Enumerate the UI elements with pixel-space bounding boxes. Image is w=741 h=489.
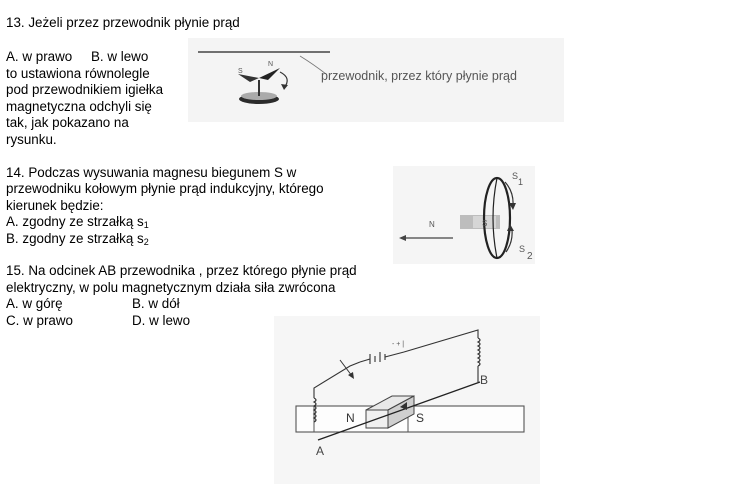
q14-line: przewodniku kołowym płynie prąd indukcyjny, którego [6, 181, 324, 196]
q13-body-line: to ustawiona równolegle [6, 66, 150, 81]
s1-sub: 1 [518, 177, 524, 187]
conductor-caption: przewodnik, przez który płynie prąd [321, 69, 517, 83]
pole-s-label: S [416, 411, 425, 425]
q13-title: 13. Jeżeli przez przewodnik płynie prąd [6, 15, 240, 30]
q15-line: elektryczny, w polu magnetycznym działa siła zwrócona [6, 280, 336, 295]
q14-option-a-sub: 1 [143, 220, 149, 230]
pole-s-label: S [482, 219, 488, 228]
q13-figure [188, 38, 564, 122]
q13-body-line: rysunku. [6, 132, 57, 147]
q15-line: 15. Na odcinek AB przewodnika , przez którego płynie prąd [6, 263, 357, 278]
q14-option-b-sub: 2 [143, 237, 149, 247]
point-a-label: A [316, 444, 325, 458]
q14-option-b [6, 231, 149, 248]
q14-line: 14. Podczas wysuwania magnesu biegunem S w [6, 165, 297, 180]
q15-option-d: D. w lewo [132, 313, 191, 328]
q13-body-line: magnetyczna odchyli się [6, 99, 152, 114]
s2-label: S [519, 244, 526, 254]
s2-sub: 2 [527, 251, 533, 262]
q13-body-line: tak, jak pokazano na [6, 115, 129, 130]
q14-line: kierunek będzie: [6, 198, 104, 213]
pole-n-label: N [346, 411, 355, 425]
battery-sign: - + | [392, 341, 405, 348]
needle-n-label: N [268, 61, 274, 68]
q14-option-a-text: A. zgodny ze strzałką s [6, 214, 144, 229]
q15-figure [274, 316, 540, 484]
q15-option-c: C. w prawo [6, 313, 73, 328]
q14-option-a [6, 214, 149, 231]
s1-label: S [512, 171, 519, 181]
q14-option-b-text: B. zgodny ze strzałką s [6, 231, 144, 246]
q15-option-b: B. w dół [132, 296, 180, 311]
q13-body-line: pod przewodnikiem igiełka [6, 82, 164, 97]
pole-n-label: N [429, 220, 435, 229]
q13-option-a: A. w prawo [6, 49, 73, 64]
q13-option-b: B. w lewo [91, 49, 149, 64]
needle-s-label: S [238, 68, 243, 75]
point-b-label: B [480, 373, 489, 387]
q15-option-a: A. w górę [6, 296, 63, 311]
q14-figure [393, 166, 541, 264]
